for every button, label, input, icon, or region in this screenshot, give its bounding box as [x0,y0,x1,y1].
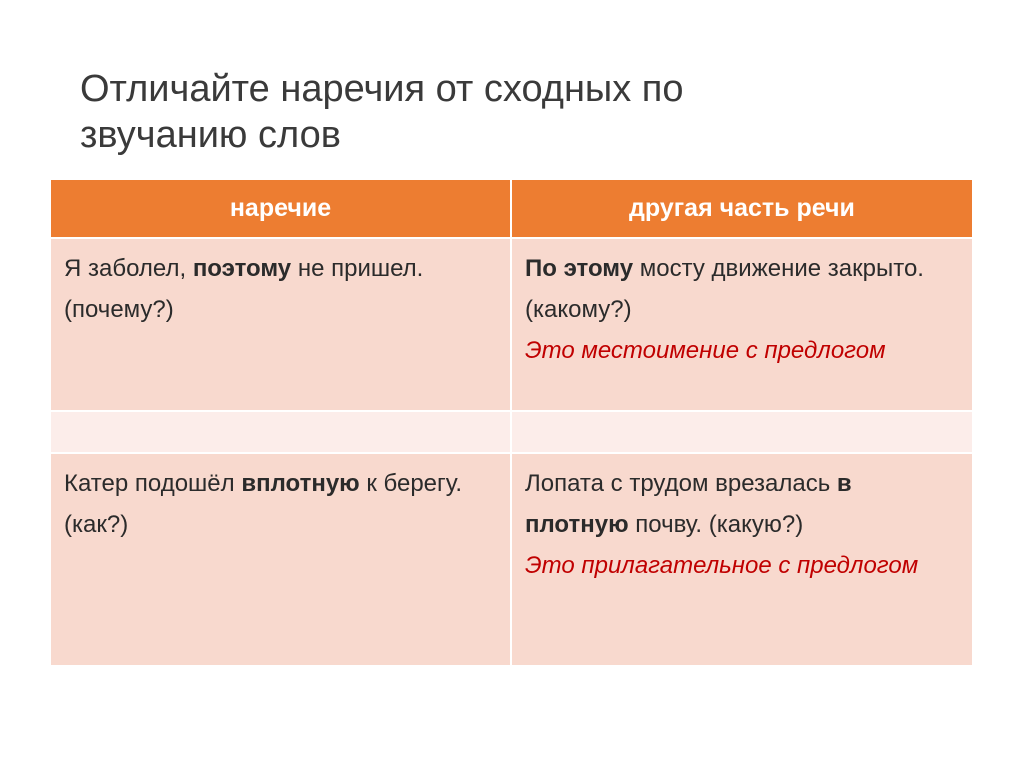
header-adverb: наречие [51,180,511,238]
table-row [51,238,972,411]
cell-other-example-2 [511,453,972,665]
cell-text: почву. (какую?) [628,511,804,538]
slide-title-line-1: Отличайте наречия от сходных по [80,68,684,110]
comparison-table [51,180,972,665]
table-header-row [51,180,972,238]
cell-text: Я заболел, [64,255,193,282]
cell-bold-word: По этому [525,255,634,282]
cell-adverb-example-2 [51,453,511,665]
slide-title [80,66,940,158]
cell-empty-right [511,411,972,453]
header-other-part-of-speech: другая часть речи [511,180,972,238]
slide-title-line-2: звучанию слов [80,114,341,156]
cell-text: Катер подошёл [64,470,242,497]
cell-note: Это местоимение с предлогом [525,337,886,364]
cell-adverb-example-1 [51,238,511,411]
cell-bold-word: в плотную [525,470,852,538]
table-row [51,453,972,665]
cell-other-example-1 [511,238,972,411]
cell-empty-left [51,411,511,453]
cell-text: не пришел. (почему?) [64,255,424,323]
cell-text: к берегу. (как?) [64,470,463,538]
cell-text: Лопата с трудом врезалась [525,470,837,497]
cell-bold-word: вплотную [241,470,360,497]
cell-text: мосту движение закрыто. (какому?) [525,255,924,323]
table-row-empty [51,411,972,453]
cell-note: Это прилагательное с предлогом [525,552,919,579]
cell-bold-word: поэтому [192,255,292,282]
